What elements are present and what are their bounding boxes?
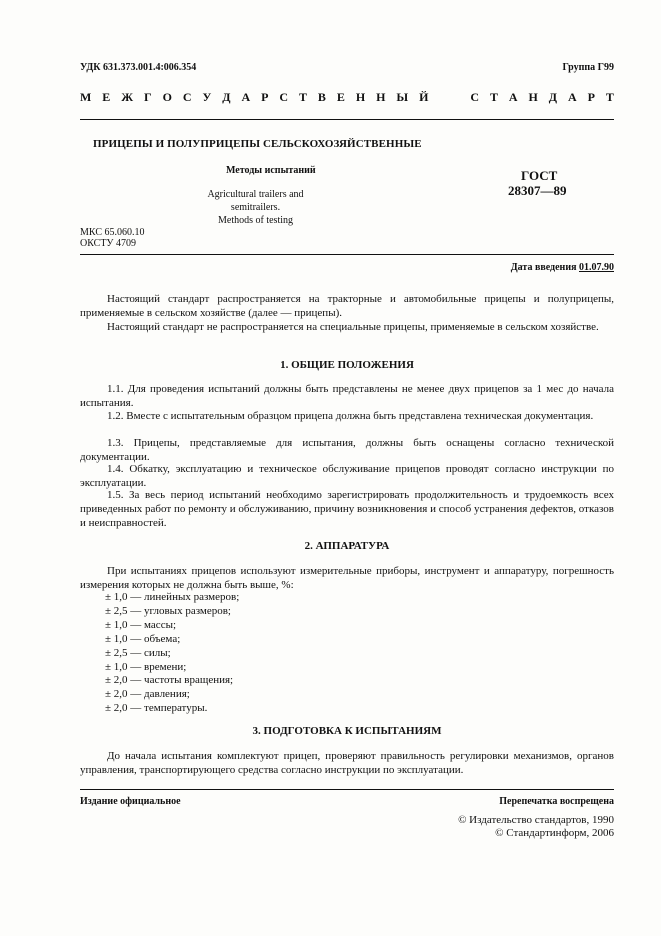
banner-letter: Д bbox=[548, 90, 558, 104]
banner-letter: Е bbox=[336, 90, 345, 104]
group-code: Группа Г99 bbox=[562, 62, 614, 73]
interstate-standard-banner bbox=[80, 91, 614, 105]
banner-letter: А bbox=[567, 90, 577, 104]
section-heading: 3. ПОДГОТОВКА К ИСПЫТАНИЯМ bbox=[252, 725, 442, 737]
intro-paragraph: Настоящий стандарт распространяется на тракторные и автомобильные прицепы и полуприцепы, применяемые в сельском хозяйстве (далее — прицепы). bbox=[80, 293, 614, 319]
introduction-date bbox=[380, 261, 614, 275]
mks-code: МКС 65.060.10 bbox=[80, 227, 145, 238]
banner-letter: Т bbox=[298, 90, 307, 104]
english-title bbox=[194, 188, 317, 227]
document-subtitle: Методы испытаний bbox=[226, 165, 316, 176]
top-rule bbox=[80, 119, 614, 120]
banner-letter: С bbox=[279, 90, 289, 104]
banner-letter: У bbox=[202, 90, 212, 104]
list-item: ± 2,0 — температуры. bbox=[105, 702, 208, 715]
header-line bbox=[80, 61, 614, 75]
clause: 1.2. Вместе с испытательным образцом прицепа должна быть представлена техническая документация. bbox=[107, 410, 594, 422]
banner-letter: Ж bbox=[121, 90, 134, 104]
banner-letter: Н bbox=[376, 90, 386, 104]
list-item: ± 2,5 — силы; bbox=[105, 646, 171, 659]
copyright-line-1: © Издательство стандартов, 1990 bbox=[458, 814, 614, 826]
banner-letter: Т bbox=[605, 90, 614, 104]
banner-letter: Г bbox=[144, 90, 152, 104]
list-item: ± 1,0 — массы; bbox=[105, 618, 177, 631]
english-title-line-2: Methods of testing bbox=[218, 215, 293, 226]
section-heading: 1. ОБЩИЕ ПОЛОЖЕНИЯ bbox=[280, 359, 414, 371]
okstu-code: ОКСТУ 4709 bbox=[80, 238, 137, 249]
banner-letter: С bbox=[470, 90, 479, 104]
banner-letter: Й bbox=[419, 90, 429, 104]
banner-letter: Ы bbox=[396, 90, 409, 104]
list-item: ± 2,0 — частоты вращения; bbox=[105, 674, 234, 687]
banner-letter: Е bbox=[102, 90, 111, 104]
section-heading: 2. АППАРАТУРА bbox=[304, 540, 390, 552]
classification-codes bbox=[80, 227, 144, 249]
list-item: ± 1,0 — линейных размеров; bbox=[105, 591, 240, 603]
intro-paragraph: Настоящий стандарт не распространяется на специальные прицепы, применяемые в сельском хозяйстве. bbox=[107, 321, 599, 333]
gost-number bbox=[508, 168, 567, 198]
udk-code: УДК 631.373.001.4:006.354 bbox=[80, 62, 197, 73]
clause: 1.4. Обкатку, эксплуатацию и техническое обслуживание прицепов проводят согласно инструкции по эксплуатации. bbox=[80, 463, 614, 489]
banner-letter: А bbox=[241, 90, 251, 104]
footer-rule bbox=[80, 789, 614, 790]
banner-letter: М bbox=[80, 90, 92, 104]
banner-letter: А bbox=[508, 90, 518, 104]
banner-letter: В bbox=[317, 90, 326, 104]
banner-letter: Н bbox=[355, 90, 366, 104]
list-item: ± 1,0 — объема; bbox=[105, 632, 181, 645]
list-item: ± 1,0 — времени; bbox=[105, 660, 187, 673]
english-title-line-1: Agricultural trailers and semitrailers. bbox=[207, 189, 304, 213]
footer-line bbox=[80, 795, 614, 809]
copyright bbox=[400, 814, 614, 840]
clause: 1.1. Для проведения испытаний должны быть представлены не менее двух прицепов за 1 мес до начала испытания. bbox=[80, 383, 614, 409]
clause: 1.3. Прицепы, представляемые для испытания, должны быть оснащены согласно технической документации. bbox=[80, 437, 614, 463]
banner-letter: С bbox=[182, 90, 192, 104]
banner-letter: Д bbox=[222, 90, 231, 104]
introduction-date-label: Дата введения bbox=[510, 262, 577, 273]
gost-label: ГОСТ bbox=[521, 168, 558, 183]
section-lead: При испытаниях прицепов используют измерительные приборы, инструмент и аппаратуру, погрешность измерения которых не должна быть выше, %: bbox=[80, 565, 614, 591]
banner-letter: О bbox=[162, 90, 172, 104]
copyright-line-2: © Стандартинформ, 2006 bbox=[495, 827, 614, 839]
banner-letter: Н bbox=[528, 90, 538, 104]
introduction-date-value: 01.07.90 bbox=[579, 262, 614, 273]
banner-letter: Т bbox=[489, 90, 498, 104]
clause: 1.5. За весь период испытаний необходимо зарегистрировать продолжительность и трудоемкость всех приведенных работ по ремонту и обслуживанию, причину возникновения и способ устранения дефектов, отказов и неисправностей. bbox=[80, 489, 614, 529]
tolerance-list bbox=[105, 591, 239, 716]
banner-letter: Р bbox=[587, 90, 595, 104]
reprint-notice: Перепечатка воспрещена bbox=[499, 796, 614, 807]
list-item: ± 2,5 — угловых размеров; bbox=[105, 604, 231, 617]
gost-designation: 28307—89 bbox=[508, 183, 567, 198]
banner-letter bbox=[439, 91, 459, 105]
section-text: До начала испытания комплектуют прицеп, проверяют правильность регулировки механизмов, органов управления, транспортирующего средства согласно инструкции по эксплуатации. bbox=[80, 750, 614, 776]
codes-rule bbox=[80, 254, 614, 255]
list-item: ± 2,0 — давления; bbox=[105, 688, 190, 701]
banner-letter: Р bbox=[261, 90, 269, 104]
official-edition: Издание официальное bbox=[80, 796, 181, 807]
document-title: ПРИЦЕПЫ И ПОЛУПРИЦЕПЫ СЕЛЬСКОХОЗЯЙСТВЕННЫЕ bbox=[93, 138, 422, 150]
